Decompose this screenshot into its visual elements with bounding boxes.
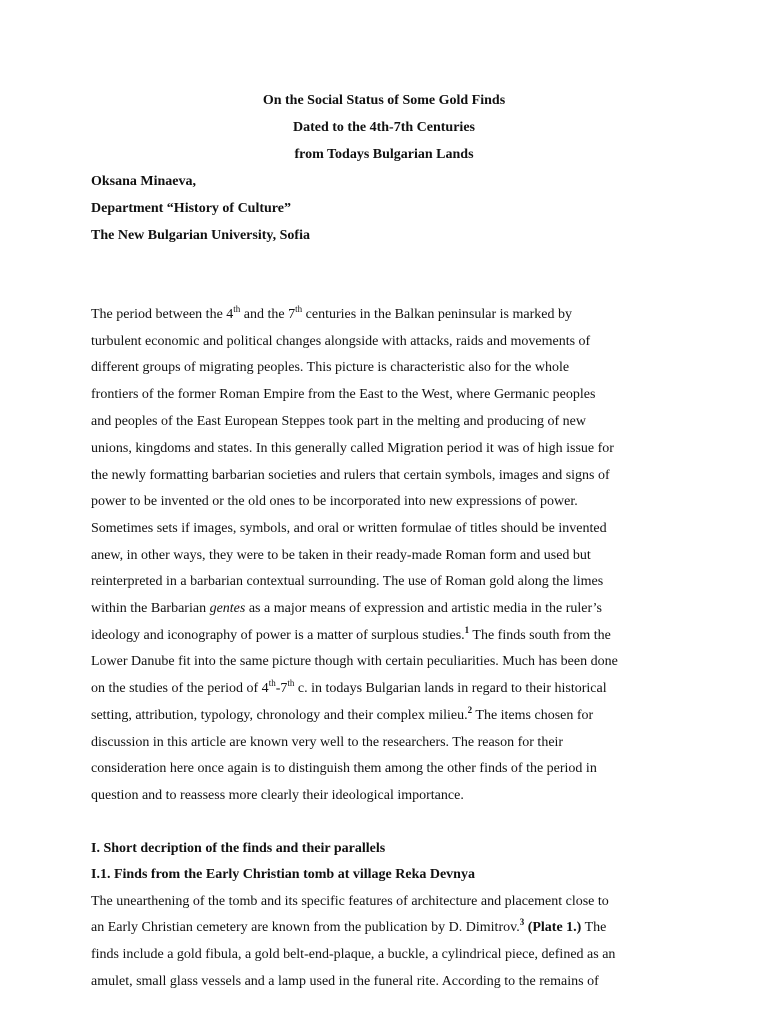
intro-line-2: turbulent economic and political changes alongside with attacks, raids and movements of [91,334,591,349]
intro-line-10: anew, in other ways, they were to be taken in their ready-made Roman form and used but [91,548,591,563]
intro-line-13 [91,627,611,645]
text-run: The items chosen for [472,708,594,723]
intro-line-12 [91,600,602,618]
intro-line-18: consideration here once again is to distinguish them among the other finds of the period in [91,761,597,776]
superscript: th [268,678,276,688]
intro-line-9: Sometimes sets if images, symbols, and oral or written formulae of titles should be invented [91,521,607,536]
section-line-3: finds include a gold fibula, a gold belt-end-plaque, a buckle, a cylindrical piece, defined as an [91,947,616,962]
paper-title-line-2: Dated to the 4th-7th Centuries [293,120,475,135]
author-institution: The New Bulgarian University, Sofia [91,228,310,243]
intro-line-1 [91,306,572,324]
text-run: an Early Christian cemetery are known from the publication by D. Dimitrov. [91,920,520,935]
text-run: ideology and iconography of power is a matter of surplous studies. [91,628,465,643]
intro-line-16 [91,707,593,725]
intro-line-14: Lower Danube fit into the same picture though with certain peculiarities. Much has been done [91,654,618,669]
text-run: on the studies of the period of 4 [91,681,269,696]
paper-title-line-3: from Todays Bulgarian Lands [294,147,474,162]
plate-reference: (Plate 1.) [527,920,582,935]
intro-line-11: reinterpreted in a barbarian contextual surrounding. The use of Roman gold along the limes [91,574,604,589]
section-line-1: The unearthening of the tomb and its specific features of architecture and placement close to [91,894,609,909]
superscript: th [233,304,241,314]
footnote-marker[interactable]: 3 [519,917,525,927]
superscript: th [295,304,303,314]
text-run: The finds south from the [469,628,611,643]
text-run: The period between the 4 [91,307,234,322]
text-run: setting, attribution, typology, chronology and their complex milieu. [91,708,468,723]
superscript: th [287,678,295,688]
author-department: Department “History of Culture” [91,201,291,216]
author-name: Oksana Minaeva, [91,174,197,189]
text-run: -7 [275,681,288,696]
intro-line-8: power to be invented or the old ones to be incorporated into new expressions of power. [91,494,578,509]
text-run: as a major means of expression and artistic media in the ruler’s [245,601,602,616]
italic-term: gentes [209,601,246,616]
intro-line-6: unions, kingdoms and states. In this generally called Migration period it was of high issue for [91,441,614,456]
intro-line-7: the newly formatting barbarian societies and rulers that certain symbols, images and signs of [91,468,610,483]
intro-line-3: different groups of migrating peoples. This picture is characteristic also for the whole [91,360,570,375]
subsection-heading: I.1. Finds from the Early Christian tomb at village Reka Devnya [91,867,475,882]
intro-line-5: and peoples of the East European Steppes took part in the melting and producing of new [91,414,586,429]
text-run: The [581,920,607,935]
intro-line-17: discussion in this article are known very well to the researchers. The reason for their [91,735,564,750]
section-line-2 [91,919,606,937]
intro-line-15 [91,680,607,698]
section-line-4: amulet, small glass vessels and a lamp used in the funeral rite. According to the remains of [91,974,599,989]
footnote-marker[interactable]: 1 [464,625,470,635]
text-run: and the 7 [240,307,296,322]
text-run: centuries in the Balkan peninsular is marked by [302,307,572,322]
intro-line-19: question and to reassess more clearly their ideological importance. [91,788,464,803]
section-heading: I. Short decription of the finds and their parallels [91,841,386,856]
paper-title-line-1: On the Social Status of Some Gold Finds [262,93,506,108]
text-run: c. in todays Bulgarian lands in regard to their historical [294,681,607,696]
intro-line-4: frontiers of the former Roman Empire from the East to the West, where Germanic peoples [91,387,596,402]
text-run: within the Barbarian [91,601,210,616]
footnote-marker[interactable]: 2 [467,705,473,715]
